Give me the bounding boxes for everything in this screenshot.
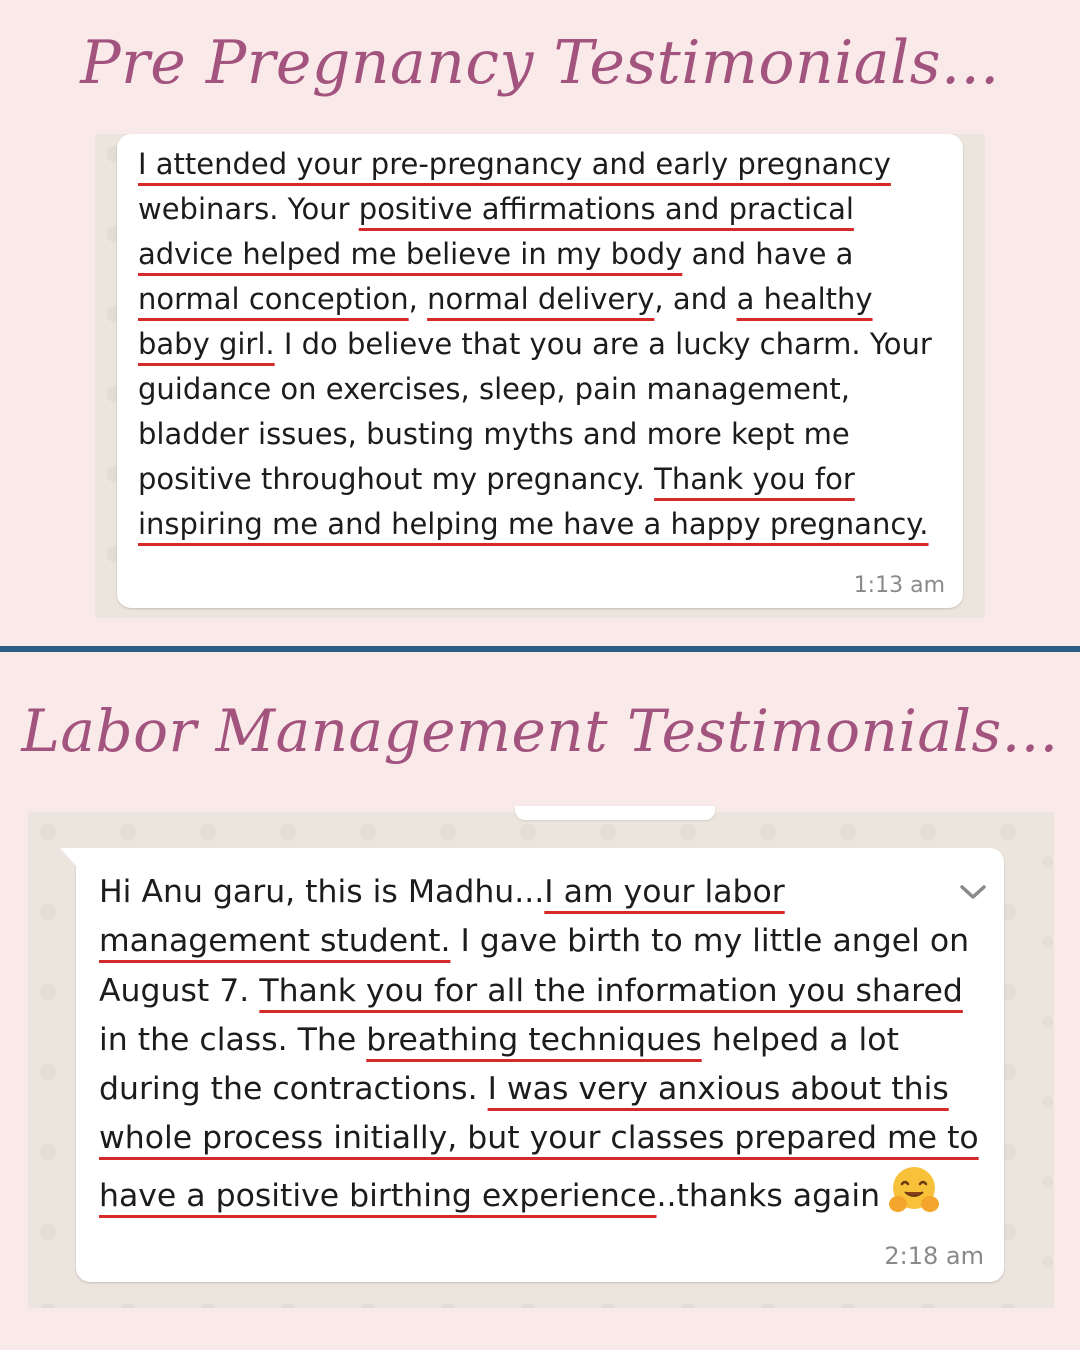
pre-pregnancy-heading: Pre Pregnancy Testimonials... xyxy=(80,28,1000,98)
text-segment: , xyxy=(408,282,418,316)
text-segment: I do believe that you are a lucky charm. Your guidance on exercises, sleep, pain management, bladder issues, busting myths and more kept me positive throughout my pregnancy. xyxy=(138,327,932,496)
highlight-conception: normal conception xyxy=(138,282,409,316)
chevron-down-icon[interactable] xyxy=(958,882,988,902)
highlight-student: I am your labor management student. xyxy=(99,874,785,960)
highlight-baby-girl: a healthy baby girl. xyxy=(138,282,873,361)
highlight-delivery: normal delivery xyxy=(427,282,655,316)
testimonial-bubble-labor[interactable] xyxy=(76,848,1004,1282)
text-segment: helped a lot during the contractions. xyxy=(99,1021,899,1108)
message-timestamp: 2:18 am xyxy=(884,1242,984,1270)
highlight-thank-you: Thank you for inspiring me and helping me have a happy pregnancy. xyxy=(138,462,929,541)
text-segment: I gave birth to my little angel on August 7. xyxy=(99,923,970,1009)
text-segment: , and xyxy=(654,282,728,316)
text-segment: and have a xyxy=(691,237,854,271)
testimonial-text-labor xyxy=(99,868,982,1221)
highlight-information: Thank you for all the information you shared xyxy=(259,972,963,1009)
highlight-breathing: breathing techniques xyxy=(366,1021,702,1058)
text-segment: Hi Anu garu, this is Madhu... xyxy=(99,874,545,910)
text-segment: in the class. The xyxy=(99,1021,357,1058)
message-timestamp: 1:13 am xyxy=(853,573,945,598)
text-segment: webinars. Your xyxy=(138,192,350,226)
date-pill xyxy=(515,806,715,820)
highlight-anxious: I was very anxious about this whole process initially, but your classes prepared me to have a positive birthing experience xyxy=(99,1071,979,1214)
smiling-face-with-open-hands-icon xyxy=(888,1164,940,1216)
text-segment: ..thanks again xyxy=(656,1177,881,1214)
section-divider xyxy=(0,646,1080,652)
testimonial-bubble-pre-pregnancy[interactable] xyxy=(117,134,963,608)
labor-management-heading: Labor Management Testimonials... xyxy=(21,697,1059,765)
highlight-attended: I attended your pre-pregnancy and early pregnancy xyxy=(138,147,891,181)
highlight-affirmations: positive affirmations and practical advice helped me believe in my body xyxy=(138,192,854,271)
testimonial-text-pre-pregnancy xyxy=(138,142,945,547)
